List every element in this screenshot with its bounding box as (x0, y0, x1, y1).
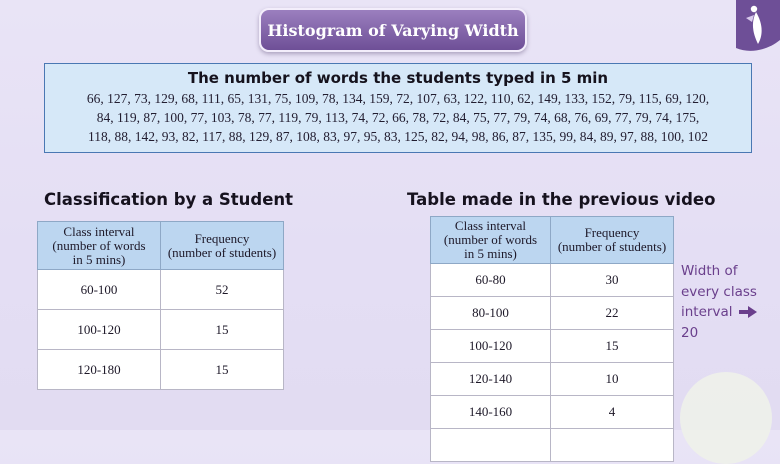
frequency-cell (551, 429, 674, 462)
frequency-cell: 15 (161, 310, 284, 350)
left-table-title: Classification by a Student (44, 190, 294, 209)
class-interval-cell: 120-180 (38, 350, 161, 390)
table-row (431, 264, 674, 297)
table-row (38, 350, 284, 390)
note-interval-label: interval (681, 304, 733, 320)
raw-data-line: 84, 119, 87, 100, 77, 103, 78, 77, 119, 79, 113, 74, 72, 66, 78, 72, 84, 75, 77, 79, 74, 68, 76, 69, 77, 79, 74, 175, (96, 110, 700, 125)
student-classification-table (37, 221, 284, 390)
note-line: Width of (681, 263, 738, 279)
class-interval-header: Class interval (number of words in 5 mins) (431, 217, 551, 264)
raw-data-line: 66, 127, 73, 129, 68, 111, 65, 131, 75, 109, 78, 134, 159, 72, 107, 63, 122, 110, 62, 149, 133, 152, 79, 115, 69, 120, (86, 91, 710, 106)
right-table-title: Table made in the previous video (407, 190, 716, 209)
decorative-circle (680, 372, 772, 464)
frequency-header: Frequency (number of students) (551, 217, 674, 264)
note-line (681, 302, 777, 343)
frequency-cell: 30 (551, 264, 674, 297)
raw-data-line: 118, 88, 142, 93, 82, 117, 88, 129, 87, 108, 83, 97, 95, 83, 125, 82, 94, 98, 86, 87, 135, 99, 84, 89, 97, 88, 100, 102 (88, 129, 708, 144)
table-row (431, 297, 674, 330)
table-row (431, 330, 674, 363)
table-row (38, 310, 284, 350)
class-width-note (681, 261, 777, 343)
frequency-header: Frequency (number of students) (161, 222, 284, 270)
page-title-text: Histogram of Varying Width (267, 20, 519, 40)
frequency-cell: 22 (551, 297, 674, 330)
frequency-cell: 15 (161, 350, 284, 390)
note-line: every class (681, 283, 757, 300)
class-interval-cell: 120-140 (431, 363, 551, 396)
class-interval-cell: 60-80 (431, 264, 551, 297)
class-interval-cell: 80-100 (431, 297, 551, 330)
table-row (431, 363, 674, 396)
page-title (259, 8, 527, 52)
table-header-row (431, 217, 674, 264)
frequency-cell: 4 (551, 396, 674, 429)
raw-data-box (44, 63, 752, 153)
table-row (431, 429, 674, 462)
class-interval-cell (431, 429, 551, 462)
frequency-cell: 10 (551, 363, 674, 396)
class-interval-cell: 140-160 (431, 396, 551, 429)
class-interval-header: Class interval (number of words in 5 mins) (38, 222, 161, 270)
class-interval-cell: 60-100 (38, 270, 161, 310)
table-row (38, 270, 284, 310)
table-header-row (38, 222, 284, 270)
note-width-value: 20 (681, 324, 699, 341)
brand-logo-icon (728, 0, 780, 56)
right-arrow-icon (739, 306, 757, 318)
raw-data-title: The number of words the students typed in 5 min (187, 69, 609, 87)
frequency-cell: 52 (161, 270, 284, 310)
class-interval-cell: 100-120 (38, 310, 161, 350)
table-row (431, 396, 674, 429)
class-interval-cell: 100-120 (431, 330, 551, 363)
frequency-cell: 15 (551, 330, 674, 363)
previous-video-table (430, 216, 674, 462)
